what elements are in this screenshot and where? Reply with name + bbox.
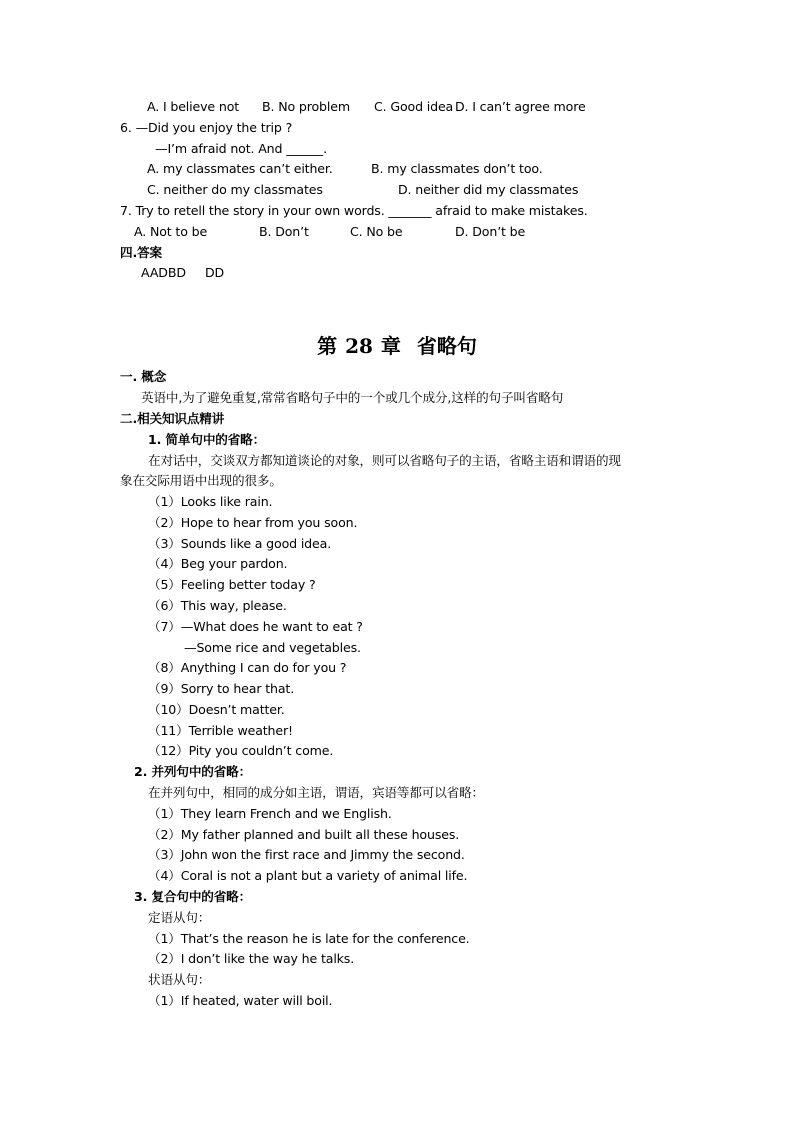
chapter-title-text: 省略句 — [416, 334, 477, 358]
list-item: （7）—What does he want to eat ? — [148, 619, 363, 634]
answers-group-2: DD — [205, 265, 225, 280]
list-item: （1）They learn French and we English. — [148, 806, 392, 821]
list-item: （2）Hope to hear from you soon. — [148, 515, 358, 530]
compound-heading: 2. 并列句中的省略： — [134, 764, 252, 779]
list-item: （1）If heated, water will boil. — [148, 993, 333, 1008]
chapter-number: 28 — [345, 334, 373, 358]
chapter-title-prefix: 第 — [317, 334, 338, 358]
list-item: （3）John won the first race and Jimmy the second. — [148, 847, 465, 862]
list-item: （8）Anything I can do for you ? — [148, 660, 347, 675]
compound-intro: 在并列句中，相同的成分如主语，谓语，宾语等都可以省略： — [148, 785, 484, 800]
list-item: （5）Feeling better today ? — [148, 577, 316, 592]
q6-option-d: D. neither did my classmates — [398, 182, 579, 197]
attributive-label: 定语从句： — [148, 910, 211, 925]
q6-question: 6. —Did you enjoy the trip ? — [120, 120, 293, 135]
list-item: （4）Beg your pardon. — [148, 556, 288, 571]
list-item: （11）Terrible weather! — [148, 723, 293, 738]
chapter-title-mid: 章 — [380, 334, 401, 358]
q6-option-c: C. neither do my classmates — [147, 182, 323, 197]
q7-option-d: D. Don’t be — [455, 224, 526, 239]
q7-option-c: C. No be — [350, 224, 403, 239]
simple-intro-line-2: 象在交际用语中出现的很多。 — [120, 473, 282, 488]
simple-heading: 1. 简单句中的省略： — [148, 432, 266, 447]
list-item: （1）That’s the reason he is late for the conference. — [148, 931, 470, 946]
answers-heading: 四.答案 — [120, 245, 162, 260]
list-item: —Some rice and vegetables. — [184, 640, 361, 655]
chapter-title — [0, 333, 794, 359]
list-item: （4）Coral is not a plant but a variety of animal life. — [148, 868, 468, 883]
knowledge-heading: 二.相关知识点精讲 — [120, 411, 225, 426]
q5-option-b: B. No problem — [262, 99, 350, 114]
list-item: （2）I don’t like the way he talks. — [148, 951, 355, 966]
q7-question: 7. Try to retell the story in your own words. _______ afraid to make mistakes. — [120, 203, 588, 218]
answers-group-1: AADBD — [141, 265, 186, 280]
q6-option-b: B. my classmates don’t too. — [371, 161, 543, 176]
list-item: （3）Sounds like a good idea. — [148, 536, 332, 551]
q6-reply: —I’m afraid not. And ______. — [155, 141, 327, 156]
q7-option-b: B. Don’t — [259, 224, 309, 239]
concept-text: 英语中,为了避免重复,常常省略句子中的一个或几个成分,这样的句子叫省略句 — [141, 390, 564, 405]
q5-option-c: C. Good idea — [374, 99, 454, 114]
q6-option-a: A. my classmates can’t either. — [147, 161, 333, 176]
list-item: （12）Pity you couldn’t come. — [148, 743, 334, 758]
q7-option-a: A. Not to be — [134, 224, 208, 239]
list-item: （2）My father planned and built all these houses. — [148, 827, 460, 842]
complex-heading: 3. 复合句中的省略： — [134, 889, 252, 904]
adverbial-label: 状语从句： — [148, 972, 211, 987]
q5-option-d: D. I can’t agree more — [455, 99, 586, 114]
list-item: （10）Doesn’t matter. — [148, 702, 285, 717]
simple-intro-line-1: 在对话中，交谈双方都知道谈论的对象，则可以省略句子的主语，省略主语和谓语的现 — [148, 453, 621, 468]
list-item: （9）Sorry to hear that. — [148, 681, 295, 696]
list-item: （1）Looks like rain. — [148, 494, 273, 509]
list-item: （6）This way, please. — [148, 598, 287, 613]
concept-heading: 一. 概念 — [120, 369, 167, 384]
q5-option-a: A. I believe not — [147, 99, 240, 114]
